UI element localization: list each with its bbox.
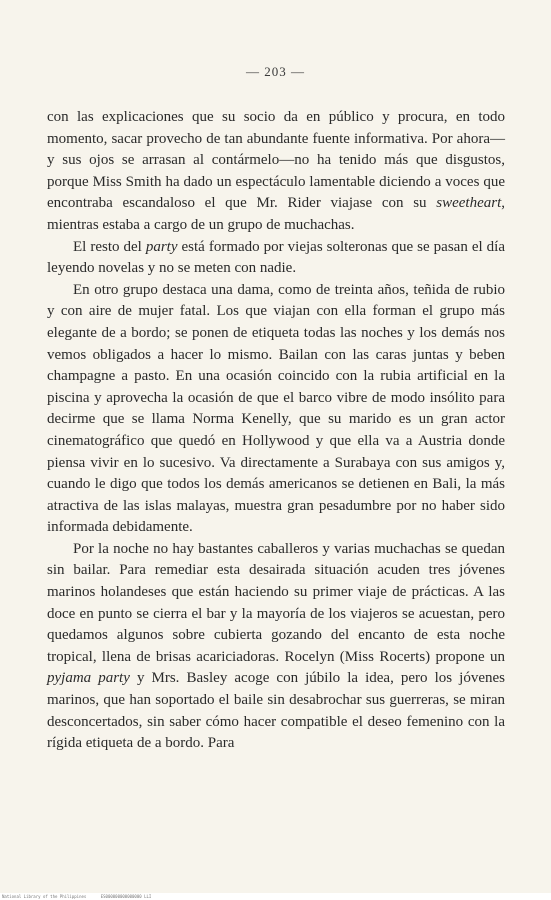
paragraph-2-italic-party: party <box>145 238 178 255</box>
paragraph-1-italic-sweetheart: sweetheart <box>436 195 502 212</box>
paragraph-3 <box>47 280 505 539</box>
footer-library: National Library of the Philippines <box>2 894 87 899</box>
footer-code: ES000000000000000 LLI <box>100 894 152 899</box>
paragraph-4-text-a: Por la noche no hay bastantes caballeros y varias muchachas se quedan sin bailar. Para remediar esta desairada situación acuden tres jóvenes marinos holandeses que están haciendo su primer viaje de prácticas. A las doce en punto se cierra el bar y la mayoría de los viajeros se acuestan, pero quedamos algunos sobre cubierta gozando del encanto de esta noche tropical, llena de brisas acariciadoras. Rocelyn (Miss Rocerts) propone un <box>47 540 505 665</box>
scan-footer <box>2 894 163 899</box>
paragraph-4-italic-pyjama-party: pyjama party <box>47 670 130 687</box>
paragraph-4-text-b: y Mrs. Basley acoge con júbilo la idea, pero los jóvenes marinos, que han soportado el baile sin desabrochar sus guerreras, se miran desconcertados, sin saber cómo hacer compatible el deseo femenino con la rígida etiqueta de a bordo. Para <box>47 670 505 752</box>
paragraph-2-text-b: está formado por viejas solteronas que se pasan el día leyendo novelas y no se meten con nadie. <box>47 238 505 277</box>
paragraph-2-text-a: El resto del <box>73 238 146 255</box>
page-number: — 203 — <box>246 64 305 79</box>
paragraph-4 <box>47 539 505 755</box>
body-text <box>47 107 505 755</box>
paragraph-3-text: En otro grupo destaca una dama, como de treinta años, teñida de rubio y con aire de mujer fatal. Los que viajan con ella forman el grupo más elegante de a bordo; se ponen de etiqueta todas las noches y los demás nos vemos obligados a hacer lo mismo. Bailan con las caras juntas y beben champagne a pasto. En una ocasión coincido con la rubia artificial en la piscina y aprovecha la ocasión de que el barco vibre de modo insólito para decirme que se llama Norma Kenelly, que su marido es un gran actor cinematográfico que quedó en Hollywood y que ella va a Austria donde piensa vivir en lo sucesivo. Va directamente a Surabaya con sus amigos y, cuando le digo que todos los demás americanos se detienen en Bali, la más atractiva de las islas malayas, muestra gran pesadumbre por no haber sido informada debidamente. <box>47 281 505 536</box>
paragraph-1-text-b: , mientras estaba a cargo de un grupo de muchachas. <box>47 195 505 233</box>
paragraph-2 <box>47 237 505 280</box>
paragraph-1 <box>47 107 505 237</box>
paragraph-1-text-a: con las explicaciones que su socio da en público y procura, en todo momento, sacar provecho de tan abundante fuente informativa. Por ahora—y sus ojos se arrasan al contármelo—no ha tenido más que disgustos, porque Miss Smith ha dado un espectáculo lamentable diciendo a voces que encontraba escandaloso el que Mr. Rider viajase con su <box>47 109 505 212</box>
